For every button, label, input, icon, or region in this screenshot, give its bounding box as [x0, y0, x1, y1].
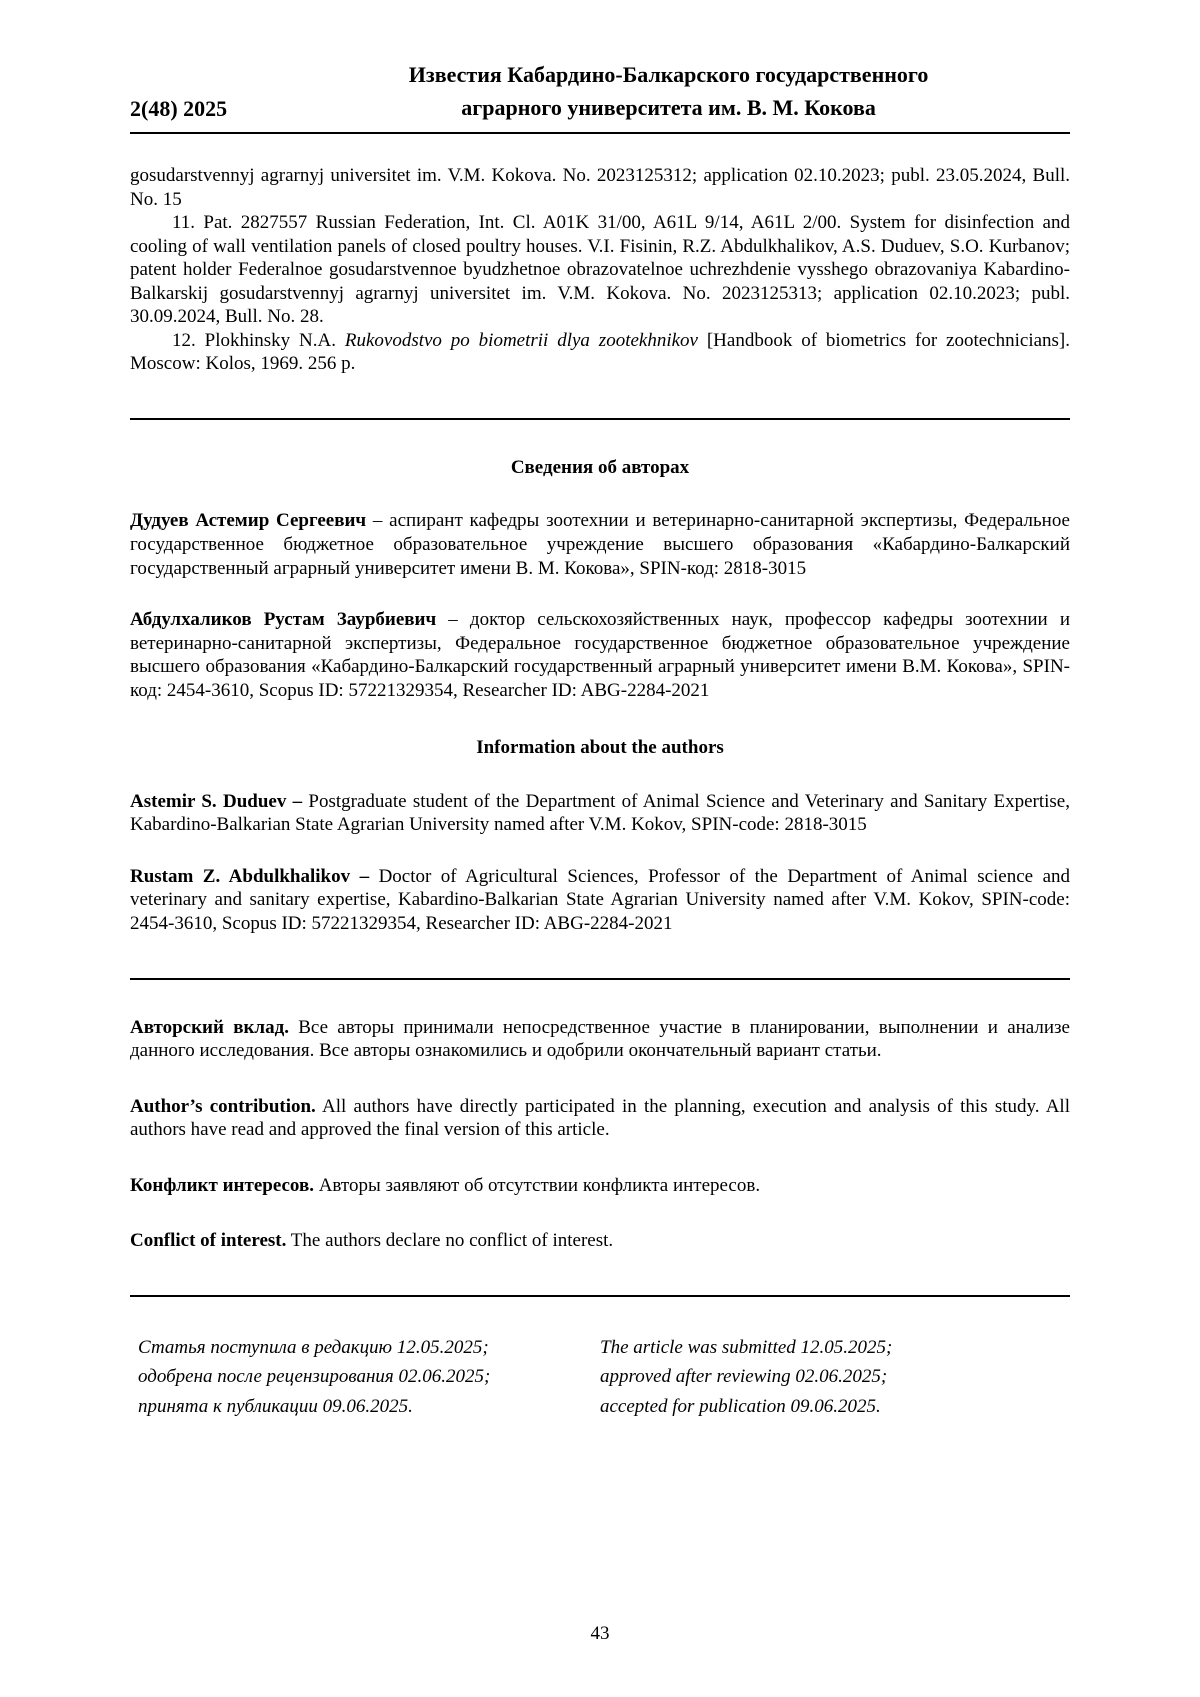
contribution-ru-label: Авторский вклад. — [130, 1016, 289, 1038]
header-divider — [130, 132, 1070, 134]
references-section — [130, 164, 1070, 376]
reference-item-12 — [130, 329, 1070, 376]
page-content — [130, 164, 1070, 1421]
author-ru-1-text: – аспирант кафедры зоотехнии и ветеринарно-санитарной экспертизы, Федеральное государственное бюджетное образовательное учреждение высшего образования «Кабардино-Балкарский государственный аграрный университет имени В. М. Кокова», SPIN-код: 2818-3015 — [130, 510, 1070, 579]
conflict-ru — [130, 1174, 1070, 1198]
conflict-en — [130, 1229, 1070, 1253]
page-number: 43 — [590, 1623, 610, 1644]
submission-en-line1: The article was submitted 12.05.2025; — [600, 1336, 893, 1358]
issue-number: 2(48) 2025 — [130, 96, 228, 121]
conflict-en-label: Conflict of interest. — [130, 1230, 287, 1252]
reference-continuation: gosudarstvennyj agrarnyj universitet im. V.M. Kokova. No. 2023125312; application 02.10.2023; publ. 23.05.2024, Bull. No. 15 — [130, 165, 1070, 210]
contribution-ru-text: Все авторы принимали непосредственное участие в планировании, выполнении и анализе данного исследования. Все авторы ознакомились и одобрили окончательный вариант статьи. — [130, 1016, 1070, 1062]
section-divider-2 — [130, 978, 1070, 980]
section-divider-1 — [130, 418, 1070, 420]
submission-en-line3: accepted for publication 09.06.2025. — [600, 1395, 881, 1417]
reference-item-11: 11. Pat. 2827557 Russian Federation, Int. Cl. A01K 31/00, A61L 9/14, A61L 2/00. System for disinfection and cooling of wall ventilation panels of closed poultry houses. V.I. Fisinin, R.Z. Abdulkhalikov, A.S. Duduev, S.O. Kurbanov; patent holder Federalnoe gosudarstvennoe byudzhetnoe obrazovatelnoe uchrezhdenie vysshego obrazovaniya Kabardino-Balkarskij gosudarstvennyj agrarnyj universitet im. V.M. Kokova. No. 2023125313; application 02.10.2023; publ. 30.09.2024, Bull. No. 28. — [130, 212, 1070, 328]
reference-12-suffix: [Handbook of biometrics for zootechnicians]. Moscow: Kolos, 1969. 256 p. — [130, 329, 1070, 375]
journal-title-line2: аграрного университета им. В. М. Кокова — [461, 95, 876, 120]
author-en-1-text: Postgraduate student of the Department of Animal Science and Veterinary and Sanitary Expertise, Kabardino-Balkarian State Agrarian University named after V.M. Kokov, SPIN-code: 2818-3015 — [130, 790, 1070, 836]
author-ru-1 — [130, 509, 1070, 580]
author-ru-1-name: Дудуев Астемир Сергеевич — [130, 510, 367, 532]
contributions-section — [130, 1016, 1070, 1253]
author-en-2-name: Rustam Z. Abdulkhalikov – — [130, 865, 379, 887]
journal-title — [267, 58, 1070, 124]
authors-en-section — [130, 790, 1070, 936]
section-heading-authors-en: Information about the authors — [476, 737, 724, 759]
section-divider-3 — [130, 1295, 1070, 1297]
author-en-2-text: Doctor of Agricultural Sciences, Professor of the Department of Animal science and veterinary and sanitary expertise, Kabardino-Balkarian State Agrarian University named after V.M. Kokov, SPIN-code: 2454-3610, Scopus ID: 57221329354, Researcher ID: ABG-2284-2021 — [130, 865, 1071, 935]
contribution-en — [130, 1095, 1070, 1142]
submission-block — [130, 1333, 1070, 1421]
reference-12-prefix: 12. Plokhinsky N.A. — [172, 329, 345, 351]
submission-dates-en — [600, 1333, 1070, 1421]
conflict-ru-text: Авторы заявляют об отсутствии конфликта интересов. — [313, 1174, 761, 1196]
author-en-1 — [130, 790, 1070, 837]
authors-ru-section — [130, 509, 1070, 702]
contribution-en-label: Author’s contribution. — [130, 1095, 316, 1117]
contribution-en-text: All authors have directly participated in the planning, execution and analysis of this study. All authors have read and approved the final version of this article. — [130, 1095, 1070, 1141]
section-heading-authors-ru: Сведения об авторах — [510, 456, 690, 478]
author-ru-2-name: Абдулхаликов Рустам Заурбиевич — [130, 609, 437, 631]
author-en-2 — [130, 865, 1070, 936]
conflict-ru-label: Конфликт интересов. — [130, 1174, 314, 1196]
submission-ru-line1: Статья поступила в редакцию 12.05.2025; — [138, 1336, 489, 1358]
page-header — [130, 58, 1070, 124]
author-en-1-name: Astemir S. Duduev – — [130, 790, 309, 812]
submission-dates-ru — [130, 1333, 600, 1421]
submission-ru-line2: одобрена после рецензирования 02.06.2025; — [138, 1366, 491, 1388]
author-ru-2-text: – доктор сельскохозяйственных наук, профессор кафедры зоотехнии и ветеринарно-санитарной экспертизы, Федеральное государственное бюджетное образовательное учреждение высшего образования «Кабардино-Балкарский государственный аграрный университет имени В.М. Кокова», SPIN-код: 2454-3610, Scopus ID: 57221329354, Researcher ID: ABG-2284-2021 — [130, 609, 1070, 701]
submission-en-line2: approved after reviewing 02.06.2025; — [600, 1366, 888, 1388]
author-ru-2 — [130, 608, 1070, 702]
reference-12-title: Rukovodstvo po biometrii dlya zootekhnikov — [344, 329, 698, 351]
submission-ru-line3: принята к публикации 09.06.2025. — [138, 1395, 413, 1417]
journal-title-line1: Известия Кабардино-Балкарского государственного — [408, 62, 929, 87]
contribution-ru — [130, 1016, 1070, 1063]
conflict-en-text: The authors declare no conflict of interest. — [286, 1230, 614, 1252]
